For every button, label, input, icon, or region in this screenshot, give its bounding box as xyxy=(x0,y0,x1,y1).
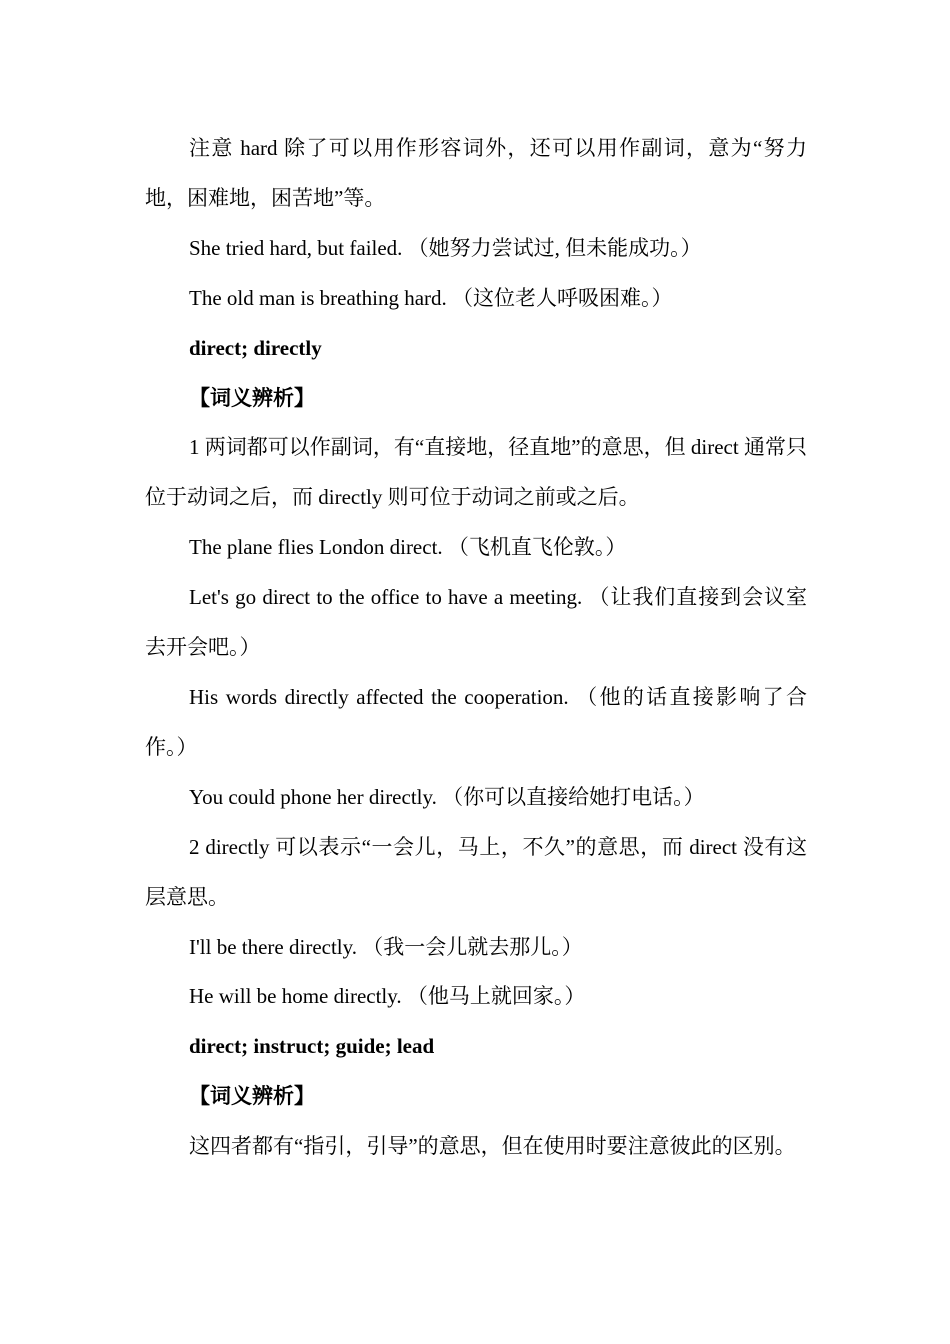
document-body xyxy=(145,124,807,1172)
paragraph-rule-2: 2 directly 可以表示“一会儿，马上，不久”的意思，而 direct 没有这层意思。 xyxy=(145,834,807,909)
paragraph-hard-usage: 注意 hard 除了可以用作形容词外，还可以用作副词，意为“努力地，困难地，困苦地”等。 xyxy=(145,136,807,210)
heading-word-analysis-2: 【词义辨析】 xyxy=(189,1084,315,1109)
heading-word-analysis: 【词义辨析】 xyxy=(189,385,315,410)
paragraph-example-office: Let's go direct to the office to have a meeting. （让我们直接到会议室去开会吧。） xyxy=(145,585,807,660)
paragraph-example-there: I'll be there directly. （我一会儿就去那儿。） xyxy=(189,934,583,959)
paragraph-example-phone: You could phone her directly. （你可以直接给她打电话。） xyxy=(189,784,705,809)
heading-direct-instruct-guide-lead: direct; instruct; guide; lead xyxy=(189,1034,435,1059)
paragraph-four-words: 这四者都有“指引，引导”的意思，但在使用时要注意彼此的区别。 xyxy=(189,1134,796,1159)
paragraph-example-cooperation: His words directly affected the cooperation. （他的话直接影响了合作。） xyxy=(145,684,807,759)
paragraph-example-home: He will be home directly. （他马上就回家。） xyxy=(189,984,586,1009)
paragraph-example-tried-hard: She tried hard, but failed. （她努力尝试过, 但未能成功。） xyxy=(189,235,702,260)
paragraph-example-plane: The plane flies London direct. （飞机直飞伦敦。） xyxy=(189,535,627,560)
paragraph-rule-1: 1 两词都可以作副词，有“直接地，径直地”的意思，但 direct 通常只位于动词之后，而 directly 则可位于动词之前或之后。 xyxy=(145,435,807,510)
heading-direct-directly: direct; directly xyxy=(189,335,322,360)
paragraph-example-breathing-hard: The old man is breathing hard. （这位老人呼吸困难。） xyxy=(189,285,673,310)
